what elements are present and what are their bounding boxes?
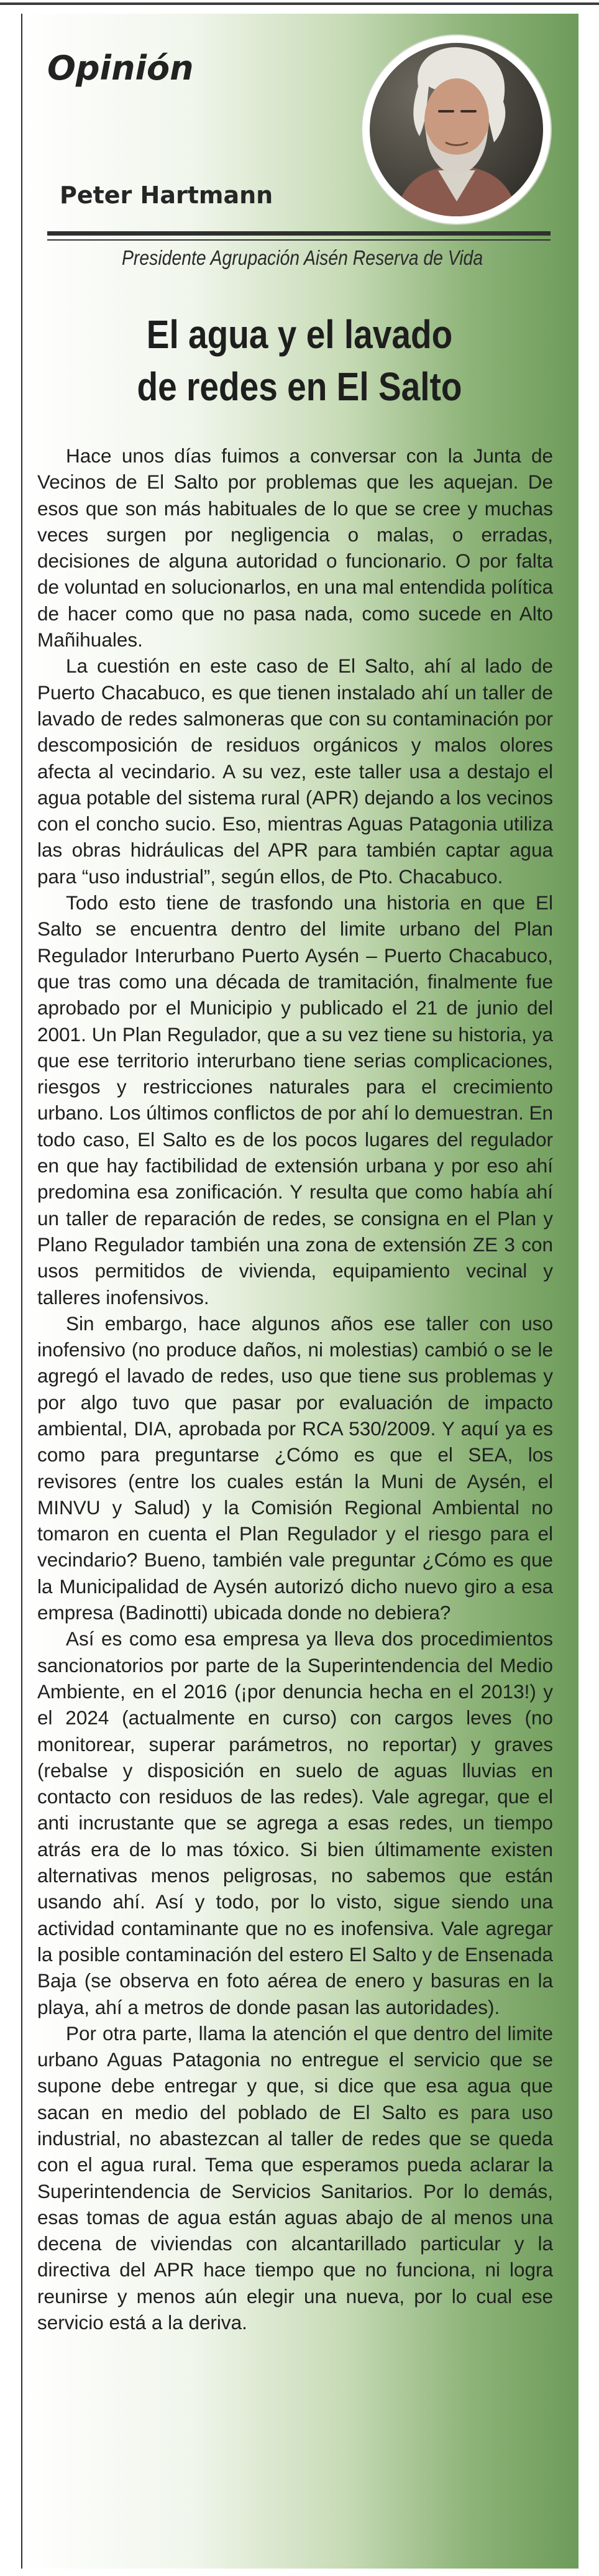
body-paragraph-4: Sin embargo, hace algunos años ese taller con uso inofensivo (no produce daños, ni molestias) cambió o se le agregó el lavado de redes, uso que tiene sus problemas y por algo tuvo que pasar por evaluación de impacto ambiental, DIA, aprobada por RCA 530/2009. Y aquí ya es como para preguntarse ¿Cómo es que el SEA, los revisores (entre los cuales están la Muni de Aysén, el MINVU y Salud) y la Comisión Regional Ambiental no tomaron en cuenta el Plan Regulador y el riesgo para el vecindario? Bueno, también vale preguntar ¿Cómo es que la Municipalidad de Aysén autorizó dicho nuevo giro a esa empresa (Badinotti) ubicada donde no debiera?: [37, 1312, 553, 1624]
body-paragraph-2: La cuestión en este caso de El Salto, ahí al lado de Puerto Chacabuco, es que tienen instalado ahí un taller de lavado de redes salmoneras que con su contaminación por descomposición de residuos orgánicos y malos olores afecta al vecindario. A su vez, este taller usa a destajo el agua potable del sistema rural (APR) dejando a los vecinos con el concho sucio. Eso, mientras Aguas Patagonia utiliza las obras hidráulicas del APR para también captar agua para “uso industrial”, según ellos, de Pto. Chacabuco.: [37, 655, 553, 888]
headline-line-1: El agua y el lavado: [146, 312, 453, 357]
body-paragraph-6: Por otra parte, llama la atención el que dentro del limite urbano Aguas Patagonia no entregue el servicio que se supone debe entregar y que, si dice que esa agua que sacan en medio del poblado de El Salto es para uso industrial, no abastezcan al taller de redes que se queda con el agua rural. Tema que esperamos pueda aclarar la Superintendencia de Servicios Sanitarios. Por lo demás, esas tomas de agua están aguas abajo de al menos una decena de viviendas con alcantarillado particular y la directiva del APR hace tiempo que no funciona, ni logra reunirse y menos aún elegir una nueva, por lo cual ese servicio está a la deriva.: [37, 2022, 553, 2334]
top-border-line: [0, 2, 599, 5]
author-divider-thick: [47, 231, 551, 236]
section-label: Opinión: [47, 48, 194, 88]
body-paragraph-1: Hace unos días fuimos a conversar con la Junta de Vecinos de El Salto por problemas que les aquejan. De esos que son más habituales de lo que se cree y muchas veces surgen por negligencia o malas, o erradas, decisiones de alguna autoridad o funcionario. O por falta de voluntad en solucionarlos, en una mal entendida política de hacer como que no pasa nada, como sucede en Alto Mañihuales.: [37, 444, 553, 651]
article-body: [37, 443, 553, 2335]
author-divider-thin: [47, 239, 551, 241]
portrait-photo-icon: [370, 43, 543, 216]
body-paragraph-5: Así es como esa empresa ya lleva dos procedimientos sancionatorios por parte de la Superintendencia del Medio Ambiente, en el 2016 (¡por denuncia hecha en el 2013!) y el 2024 (actualmente en curso) con cargos leves (no monitorear, superar parámetros, no reportar) y graves (rebalse y disposición en suelo de aguas lluvias en contacto con residuos de las redes). Vale agregar, que el anti incrustante que se agrega a esas redes, un tiempo atrás era de lo mas tóxico. Si bien últimamente existen alternativas menos peligrosas, no sabemos que están usando ahí. Así y todo, por lo visto, sigue siendo una actividad contaminante que no es inofensiva. Vale agregar la posible contaminación del estero El Salto y de Ensenada Baja (se observa en foto aérea de enero y basuras en la playa, ahí a metros de donde pasan las autoridades).: [37, 1627, 553, 2018]
author-role: Presidente Agrupación Aisén Reserva de Vida: [122, 246, 483, 269]
headline-line-2: de redes en El Salto: [137, 364, 462, 409]
author-name: Peter Hartmann: [60, 182, 273, 209]
author-portrait: [362, 35, 551, 224]
article-headline: [74, 308, 525, 413]
body-paragraph-3: Todo esto tiene de trasfondo una historia en que El Salto se encuentra dentro del limite urbano del Plan Regulador Interurbano Puerto Aysén – Puerto Chacabuco, que tras como una década de tramitación, finalmente fue aprobado por el Municipio y publicado el 21 de junio del 2001. Un Plan Regulador, que a su vez tiene su historia, ya que ese territorio interurbano tiene serias complicaciones, riesgos y restricciones naturales para el crecimiento urbano. Los últimos conflictos de por ahí lo demuestran. En todo caso, El Salto es de los pocos lugares del regulador en que hay factibilidad de extensión urbana y por eso ahí predomina esa zonificación. Y resulta que como había ahí un taller de reparación de redes, se consigna en el Plan y Plano Regulador también una zona de extensión ZE 3 con usos permitidos de vivienda, equipamiento vecinal y talleres inofensivos.: [37, 891, 553, 1309]
